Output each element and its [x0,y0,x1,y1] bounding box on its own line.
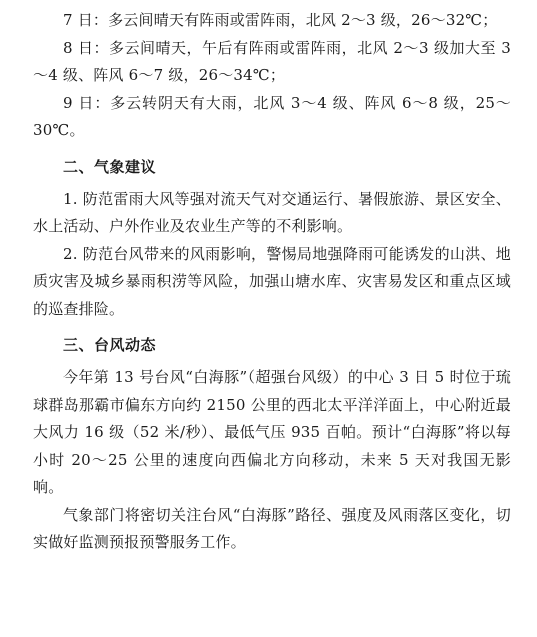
section-heading-advice: 二、气象建议 [63,157,157,176]
advice-item-2: 2. 防范台风带来的风雨影响，警惕局地强降雨可能诱发的山洪、地质灾害及城乡暴雨积涝等风险，加强山塘水库、灾害易发区和重点区域的巡查排险。 [33,244,511,318]
typhoon-paragraph-1: 今年第 13 号台风“白海豚”（超强台风级）的中心 3 日 5 时位于琉球群岛那霸市偏东方向约 2150 公里的西北太平洋洋面上，中心附近最大风力 16 级（52 米/秒）、最低气压 935 百帕。预计“白海豚”将以每小时 20～25 公里的速度向西偏北方向移动，未来 5 天对我国无影响。 [33,368,511,496]
forecast-day-7: 7 日：多云间晴天有阵雨或雷阵雨，北风 2～3 级，26～32℃； [63,11,498,29]
forecast-day-8: 8 日：多云间晴天，午后有阵雨或雷阵雨，北风 2～3 级加大至 3～4 级、阵风 6～7 级，26～34℃； [33,38,511,84]
forecast-day-9: 9 日：多云转阴天有大雨，北风 3～4 级、阵风 6～8 级，25～30℃。 [33,93,511,139]
advice-item-1: 1. 防范雷雨大风等强对流天气对交通运行、暑假旅游、景区安全、水上活动、户外作业及农业生产等的不利影响。 [33,189,511,235]
typhoon-paragraph-2: 气象部门将密切关注台风“白海豚”路径、强度及风雨落区变化，切实做好监测预报预警服务工作。 [33,505,511,551]
section-heading-typhoon: 三、台风动态 [63,336,157,354]
